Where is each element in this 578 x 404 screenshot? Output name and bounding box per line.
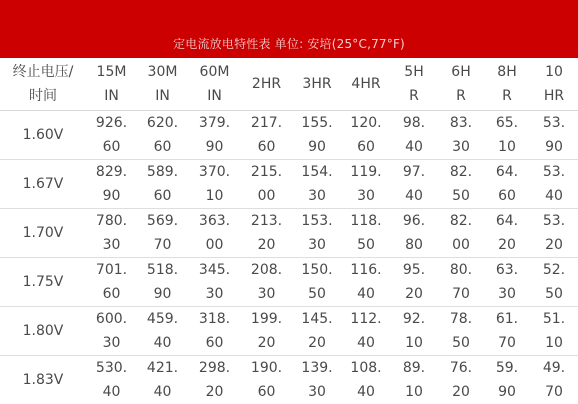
cell-line: 80. (438, 258, 484, 282)
current-value-cell (438, 307, 484, 356)
current-value-cell (530, 258, 578, 307)
cell-line: 90 (86, 184, 137, 208)
cell-line: 30 (188, 282, 241, 306)
cell-line: 00 (438, 233, 484, 257)
cell-line: 64. (484, 209, 530, 233)
current-value-cell (86, 356, 137, 404)
current-value-cell (137, 307, 188, 356)
current-value-cell (530, 209, 578, 258)
header-cell-duration (484, 58, 530, 111)
cell-line: 40 (137, 380, 188, 404)
cell-line: 50 (292, 282, 342, 306)
cell-line: 10 (484, 135, 530, 159)
cell-line: 112. (342, 307, 390, 331)
current-value-cell (438, 111, 484, 160)
cell-line: 50 (438, 331, 484, 355)
cell-line: 63. (484, 258, 530, 282)
header-cell-duration (241, 58, 292, 111)
current-value-cell (484, 160, 530, 209)
cell-line: 90 (530, 135, 578, 159)
cell-line: 20 (292, 331, 342, 355)
header-cell-duration (292, 58, 342, 111)
cell-line: 20 (438, 380, 484, 404)
cell-line: 90 (292, 135, 342, 159)
header-cell-duration (137, 58, 188, 111)
cell-line: 40 (390, 184, 438, 208)
current-value-cell (342, 258, 390, 307)
cell-line: 4HR (342, 72, 390, 96)
current-value-cell (86, 209, 137, 258)
cell-line: 96. (390, 209, 438, 233)
cell-line: 82. (438, 160, 484, 184)
cell-line: 421. (137, 356, 188, 380)
current-value-cell (484, 258, 530, 307)
current-value-cell (438, 160, 484, 209)
cell-line: 97. (390, 160, 438, 184)
cell-line: 60 (137, 135, 188, 159)
row-voltage-label: 1.83V (0, 356, 86, 404)
current-value-cell (342, 160, 390, 209)
cell-line: 10 (530, 60, 578, 84)
cell-line: 119. (342, 160, 390, 184)
current-value-cell (342, 111, 390, 160)
current-value-cell (292, 160, 342, 209)
current-value-cell (86, 111, 137, 160)
cell-line: 701. (86, 258, 137, 282)
cell-line: 53. (530, 160, 578, 184)
cell-line: 20 (390, 282, 438, 306)
cell-line: 10 (390, 380, 438, 404)
cell-line: 153. (292, 209, 342, 233)
cell-line: 30 (292, 184, 342, 208)
cell-line: 2HR (241, 72, 292, 96)
cell-line: R (438, 84, 484, 108)
cell-line: 时间 (0, 84, 86, 108)
cell-line: 83. (438, 111, 484, 135)
current-value-cell (390, 356, 438, 404)
current-value-cell (241, 160, 292, 209)
cell-line: 8H (484, 60, 530, 84)
cell-line: 20 (241, 331, 292, 355)
cell-line: 60 (342, 135, 390, 159)
cell-line: 90 (188, 135, 241, 159)
cell-line: 3HR (292, 72, 342, 96)
table-row (0, 111, 578, 160)
cell-line: 30 (86, 233, 137, 257)
current-value-cell (342, 307, 390, 356)
current-value-cell (137, 356, 188, 404)
current-value-cell (390, 307, 438, 356)
table-row (0, 307, 578, 356)
current-value-cell (292, 258, 342, 307)
row-voltage-label: 1.67V (0, 160, 86, 209)
cell-line: 30 (292, 233, 342, 257)
cell-line: 70 (137, 233, 188, 257)
cell-line: IN (86, 84, 137, 108)
header-cell-duration (530, 58, 578, 111)
cell-line: 40 (86, 380, 137, 404)
cell-line: 318. (188, 307, 241, 331)
cell-line: 6H (438, 60, 484, 84)
current-value-cell (137, 160, 188, 209)
cell-line: 569. (137, 209, 188, 233)
cell-line: 298. (188, 356, 241, 380)
cell-line: 89. (390, 356, 438, 380)
header-cell-duration (188, 58, 241, 111)
current-value-cell (484, 356, 530, 404)
cell-line: 65. (484, 111, 530, 135)
row-voltage-label: 1.60V (0, 111, 86, 160)
cell-line: 90 (137, 282, 188, 306)
cell-line: 52. (530, 258, 578, 282)
cell-line: 20 (530, 233, 578, 257)
cell-line: R (390, 84, 438, 108)
cell-line: 50 (438, 184, 484, 208)
cell-line: 215. (241, 160, 292, 184)
current-value-cell (390, 111, 438, 160)
current-value-cell (438, 258, 484, 307)
cell-line: 118. (342, 209, 390, 233)
cell-line: 20 (484, 233, 530, 257)
cell-line: 50 (342, 233, 390, 257)
current-value-cell (241, 307, 292, 356)
table-row (0, 160, 578, 209)
table-title: 定电流放电特性表 单位: 安培(25°C,77°F) (0, 35, 578, 52)
cell-line: 40 (342, 380, 390, 404)
cell-line: 208. (241, 258, 292, 282)
cell-line: 53. (530, 111, 578, 135)
current-value-cell (188, 307, 241, 356)
cell-line: 80 (390, 233, 438, 257)
cell-line: 64. (484, 160, 530, 184)
cell-line: 60 (188, 331, 241, 355)
cell-line: 53. (530, 209, 578, 233)
current-value-cell (188, 111, 241, 160)
cell-line: 30 (342, 184, 390, 208)
cell-line: 589. (137, 160, 188, 184)
cell-line: 95. (390, 258, 438, 282)
cell-line: 70 (438, 282, 484, 306)
cell-line: 60 (86, 135, 137, 159)
current-value-cell (137, 111, 188, 160)
current-value-cell (241, 111, 292, 160)
cell-line: HR (530, 84, 578, 108)
cell-line: 370. (188, 160, 241, 184)
cell-line: IN (188, 84, 241, 108)
cell-line: 30 (292, 380, 342, 404)
header-row (0, 58, 578, 111)
cell-line: 345. (188, 258, 241, 282)
cell-line: 82. (438, 209, 484, 233)
current-value-cell (188, 258, 241, 307)
cell-line: 780. (86, 209, 137, 233)
cell-line: 363. (188, 209, 241, 233)
current-value-cell (292, 356, 342, 404)
cell-line: 154. (292, 160, 342, 184)
row-voltage-label: 1.75V (0, 258, 86, 307)
row-voltage-label: 1.80V (0, 307, 86, 356)
current-value-cell (241, 209, 292, 258)
row-voltage-label: 1.70V (0, 209, 86, 258)
current-value-cell (188, 160, 241, 209)
cell-line: 98. (390, 111, 438, 135)
cell-line: 10 (188, 184, 241, 208)
cell-line: 15M (86, 60, 137, 84)
header-cell-duration (390, 58, 438, 111)
table-body (0, 111, 578, 404)
current-value-cell (137, 258, 188, 307)
current-value-cell (292, 307, 342, 356)
cell-line: 40 (342, 331, 390, 355)
cell-line: 620. (137, 111, 188, 135)
current-value-cell (292, 209, 342, 258)
cell-line: 139. (292, 356, 342, 380)
cell-line: 20 (241, 233, 292, 257)
cell-line: 60 (241, 135, 292, 159)
header-cell-duration (438, 58, 484, 111)
cell-line: 终止电压/ (0, 60, 86, 84)
cell-line: 379. (188, 111, 241, 135)
cell-line: 50 (530, 282, 578, 306)
cell-line: 155. (292, 111, 342, 135)
cell-line: 60 (484, 184, 530, 208)
discharge-table (0, 58, 578, 404)
cell-line: 60 (137, 184, 188, 208)
cell-line: IN (137, 84, 188, 108)
cell-line: 199. (241, 307, 292, 331)
cell-line: 600. (86, 307, 137, 331)
table-row (0, 258, 578, 307)
cell-line: 217. (241, 111, 292, 135)
cell-line: 51. (530, 307, 578, 331)
current-value-cell (438, 209, 484, 258)
cell-line: 61. (484, 307, 530, 331)
current-value-cell (86, 258, 137, 307)
cell-line: 92. (390, 307, 438, 331)
cell-line: 30 (86, 331, 137, 355)
table-row (0, 209, 578, 258)
cell-line: 40 (390, 135, 438, 159)
header-cell-duration (342, 58, 390, 111)
current-value-cell (188, 356, 241, 404)
cell-line: 108. (342, 356, 390, 380)
cell-line: 70 (484, 331, 530, 355)
cell-line: 60M (188, 60, 241, 84)
cell-line: 60 (86, 282, 137, 306)
cell-line: 116. (342, 258, 390, 282)
cell-line: 530. (86, 356, 137, 380)
cell-line: 40 (530, 184, 578, 208)
current-value-cell (86, 307, 137, 356)
cell-line: 20 (188, 380, 241, 404)
cell-line: 30 (241, 282, 292, 306)
current-value-cell (390, 258, 438, 307)
cell-line: 76. (438, 356, 484, 380)
current-value-cell (390, 209, 438, 258)
cell-line: 829. (86, 160, 137, 184)
cell-line: 10 (390, 331, 438, 355)
cell-line: 190. (241, 356, 292, 380)
title-banner (0, 0, 578, 58)
header-cell-voltage-time (0, 58, 86, 111)
cell-line: 213. (241, 209, 292, 233)
current-value-cell (390, 160, 438, 209)
cell-line: 30 (484, 282, 530, 306)
cell-line: 5H (390, 60, 438, 84)
table-header (0, 58, 578, 111)
current-value-cell (484, 111, 530, 160)
current-value-cell (530, 111, 578, 160)
cell-line: 120. (342, 111, 390, 135)
current-value-cell (530, 160, 578, 209)
cell-line: 459. (137, 307, 188, 331)
cell-line: 60 (241, 380, 292, 404)
cell-line: 78. (438, 307, 484, 331)
table-row (0, 356, 578, 404)
cell-line: 70 (530, 380, 578, 404)
cell-line: 59. (484, 356, 530, 380)
current-value-cell (86, 160, 137, 209)
current-value-cell (241, 356, 292, 404)
current-value-cell (484, 307, 530, 356)
cell-line: 40 (137, 331, 188, 355)
cell-line: 30M (137, 60, 188, 84)
current-value-cell (292, 111, 342, 160)
cell-line: 90 (484, 380, 530, 404)
cell-line: 926. (86, 111, 137, 135)
current-value-cell (188, 209, 241, 258)
cell-line: 40 (342, 282, 390, 306)
cell-line: 00 (188, 233, 241, 257)
cell-line: 150. (292, 258, 342, 282)
current-value-cell (530, 356, 578, 404)
cell-line: 518. (137, 258, 188, 282)
current-value-cell (342, 209, 390, 258)
header-cell-duration (86, 58, 137, 111)
current-value-cell (342, 356, 390, 404)
current-value-cell (438, 356, 484, 404)
cell-line: 49. (530, 356, 578, 380)
current-value-cell (137, 209, 188, 258)
cell-line: 10 (530, 331, 578, 355)
cell-line: R (484, 84, 530, 108)
cell-line: 30 (438, 135, 484, 159)
current-value-cell (241, 258, 292, 307)
cell-line: 145. (292, 307, 342, 331)
current-value-cell (484, 209, 530, 258)
cell-line: 00 (241, 184, 292, 208)
current-value-cell (530, 307, 578, 356)
